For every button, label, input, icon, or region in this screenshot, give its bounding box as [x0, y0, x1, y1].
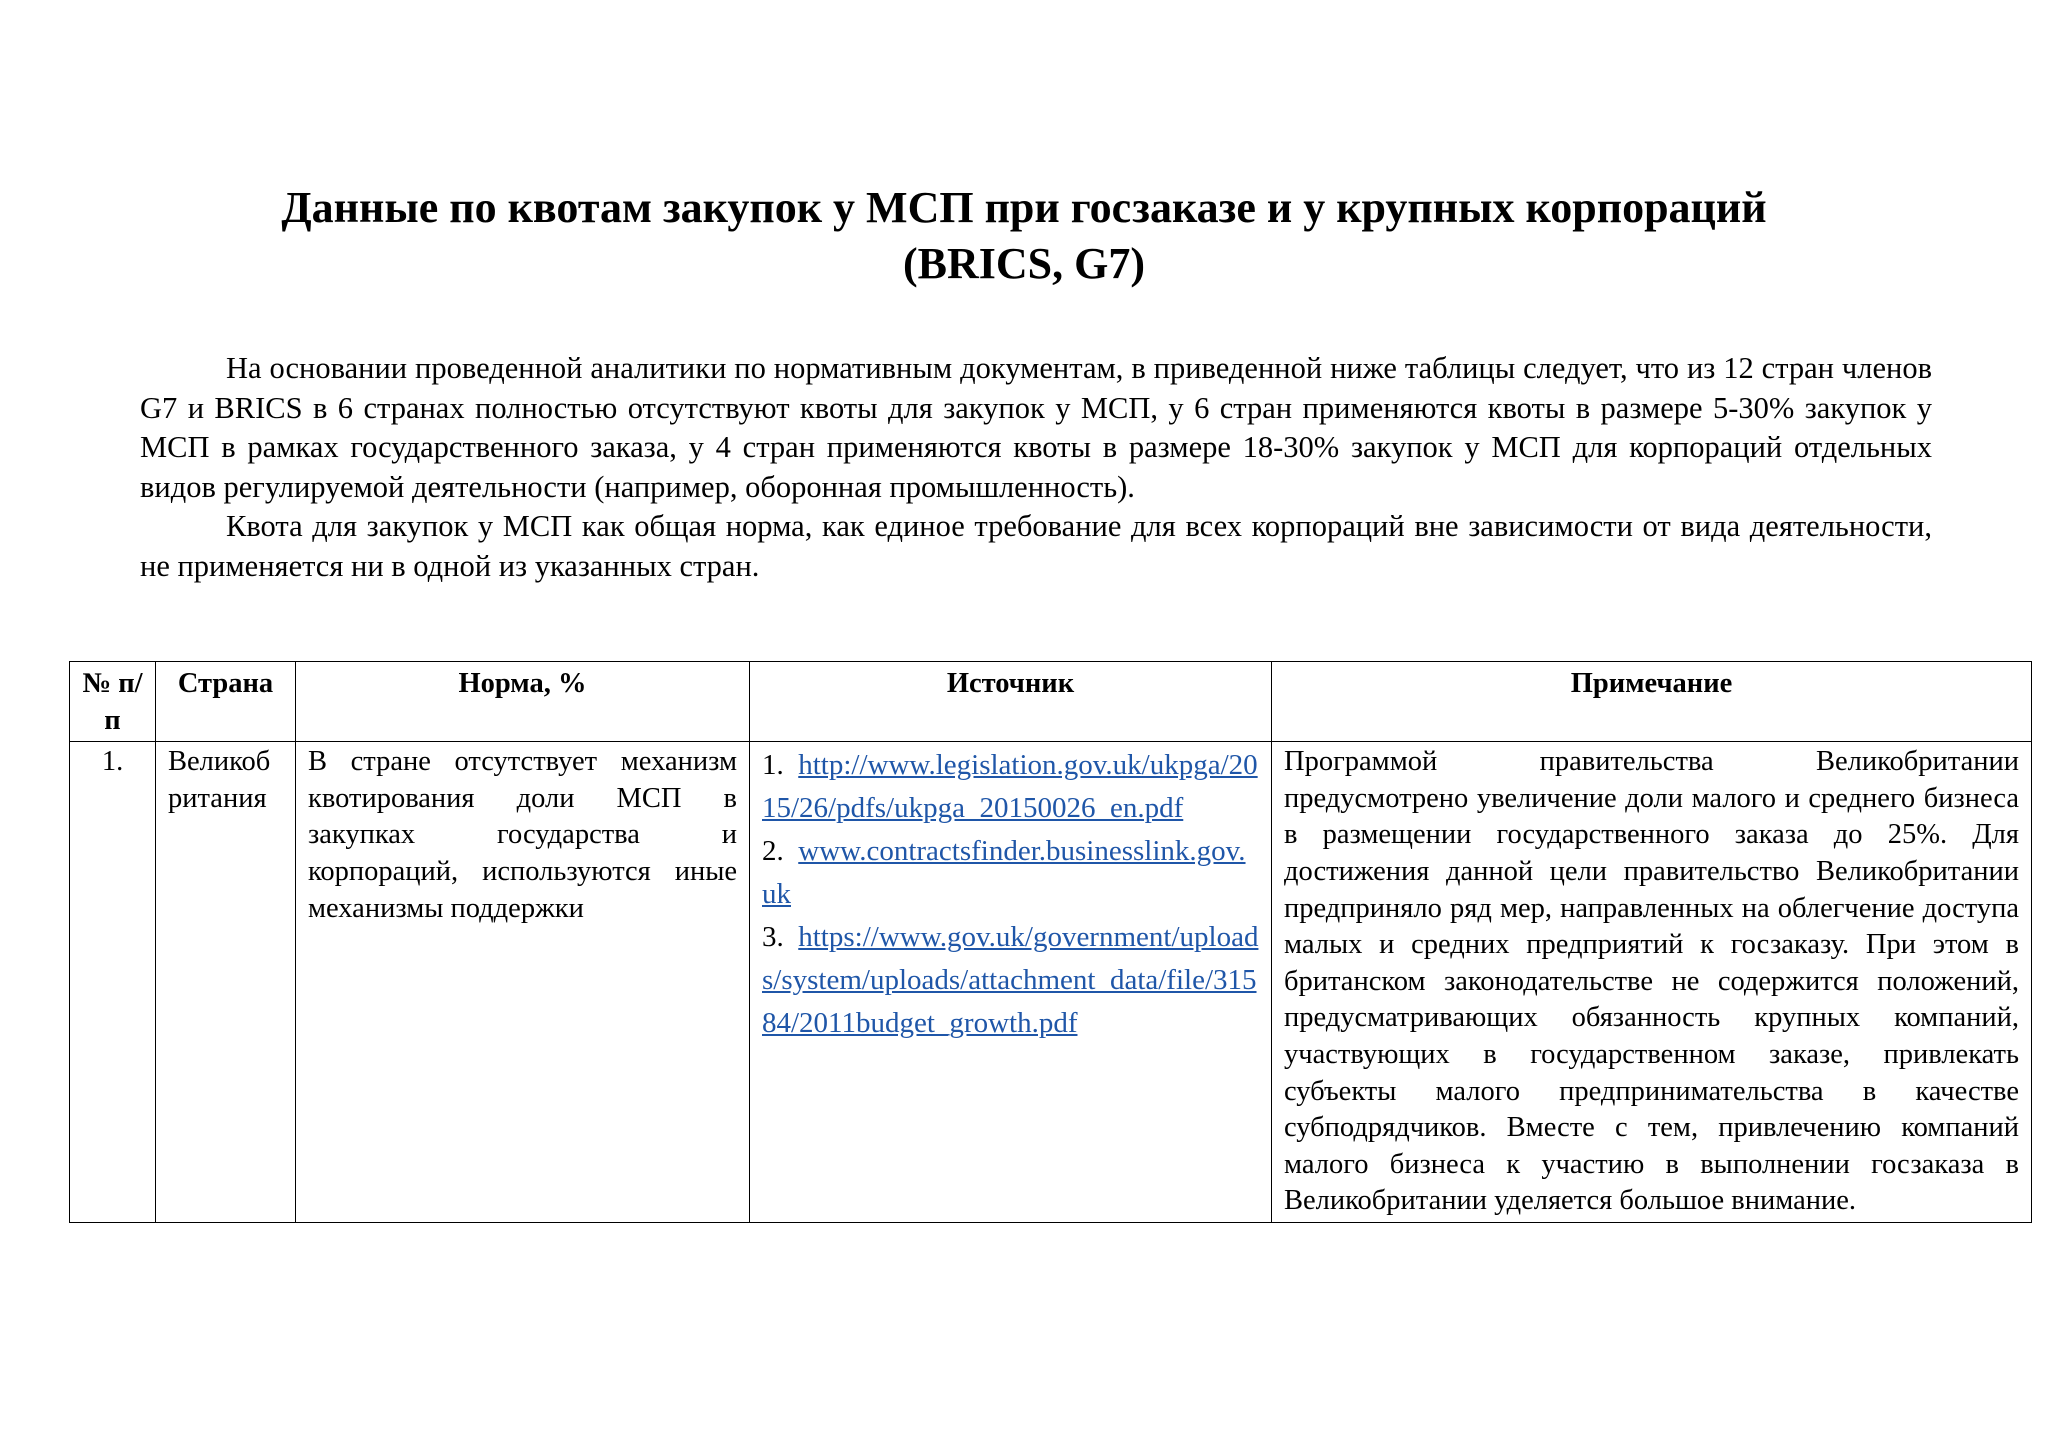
header-norm: Норма, %	[296, 662, 750, 742]
source-item-3	[762, 916, 1259, 1045]
title-line-1: Данные по квотам закупок у МСП при госзаказе и у крупных корпораций	[281, 183, 1767, 232]
row-norm: В стране отсутствует механизм квотирования доли МСП в закупках государства и корпораций, используются иные механизмы поддержки	[296, 742, 750, 1223]
title-line-2: (BRICS, G7)	[902, 239, 1146, 288]
document-title	[140, 180, 1908, 292]
row-sources	[750, 742, 1272, 1223]
table-row	[70, 742, 2032, 1223]
row-note: Программой правительства Великобритании предусмотрено увеличение доли малого и среднего бизнеса в размещении государственного заказа до 25%. Для достижения данной цели правительство Великобритании предприняло ряд мер, направленных на облегчение доступа малых и средних предприятий к госзаказу. При этом в британском законодательстве не содержится положений, предусматривающих обязанность крупных компаний, участвующих в государственном заказе, привлекать субъекты малого предпринимательства в качестве субподрядчиков. Вместе с тем, привлечению компаний малого бизнеса к участию в выполнении госзаказа в Великобритании уделяется большое внимание.	[1272, 742, 2032, 1223]
source-index-3: 3.	[762, 921, 784, 954]
intro-text	[140, 349, 1932, 587]
source-link-3[interactable]: https://www.gov.uk/government/uploads/system/uploads/attachment_data/file/31584/2011budget_growth.pdf	[762, 921, 1259, 1040]
header-source: Источник	[750, 662, 1272, 742]
intro-paragraph-2: Квота для закупок у МСП как общая норма, как единое требование для всех корпораций вне зависимости от вида деятельности, не применяется ни в одной из указанных стран.	[140, 509, 1932, 583]
header-country: Страна	[156, 662, 296, 742]
header-note: Примечание	[1272, 662, 2032, 742]
row-country: Великобритания	[156, 742, 296, 1223]
header-num: № п/п	[70, 662, 156, 742]
source-item-1	[762, 744, 1259, 830]
row-num: 1.	[70, 742, 156, 1223]
source-item-2	[762, 830, 1259, 916]
source-link-2[interactable]: www.contractsfinder.businesslink.gov.uk	[762, 835, 1246, 911]
quota-table	[69, 661, 2032, 1223]
source-index-1: 1.	[762, 749, 784, 782]
source-link-1[interactable]: http://www.legislation.gov.uk/ukpga/2015/26/pdfs/ukpga_20150026_en.pdf	[762, 749, 1258, 825]
table-header-row	[70, 662, 2032, 742]
intro-paragraph-1: На основании проведенной аналитики по нормативным документам, в приведенной ниже таблицы следует, что из 12 стран членов G7 и BRICS в 6 странах полностью отсутствуют квоты для закупок у МСП, у 6 стран применяются квоты в размере 5-30% закупок у МСП в рамках государственного заказа, у 4 стран применяются квоты в размере 18-30% закупок у МСП для корпораций отдельных видов регулируемой деятельности (например, оборонная промышленность).	[140, 351, 1932, 504]
source-index-2: 2.	[762, 835, 784, 868]
